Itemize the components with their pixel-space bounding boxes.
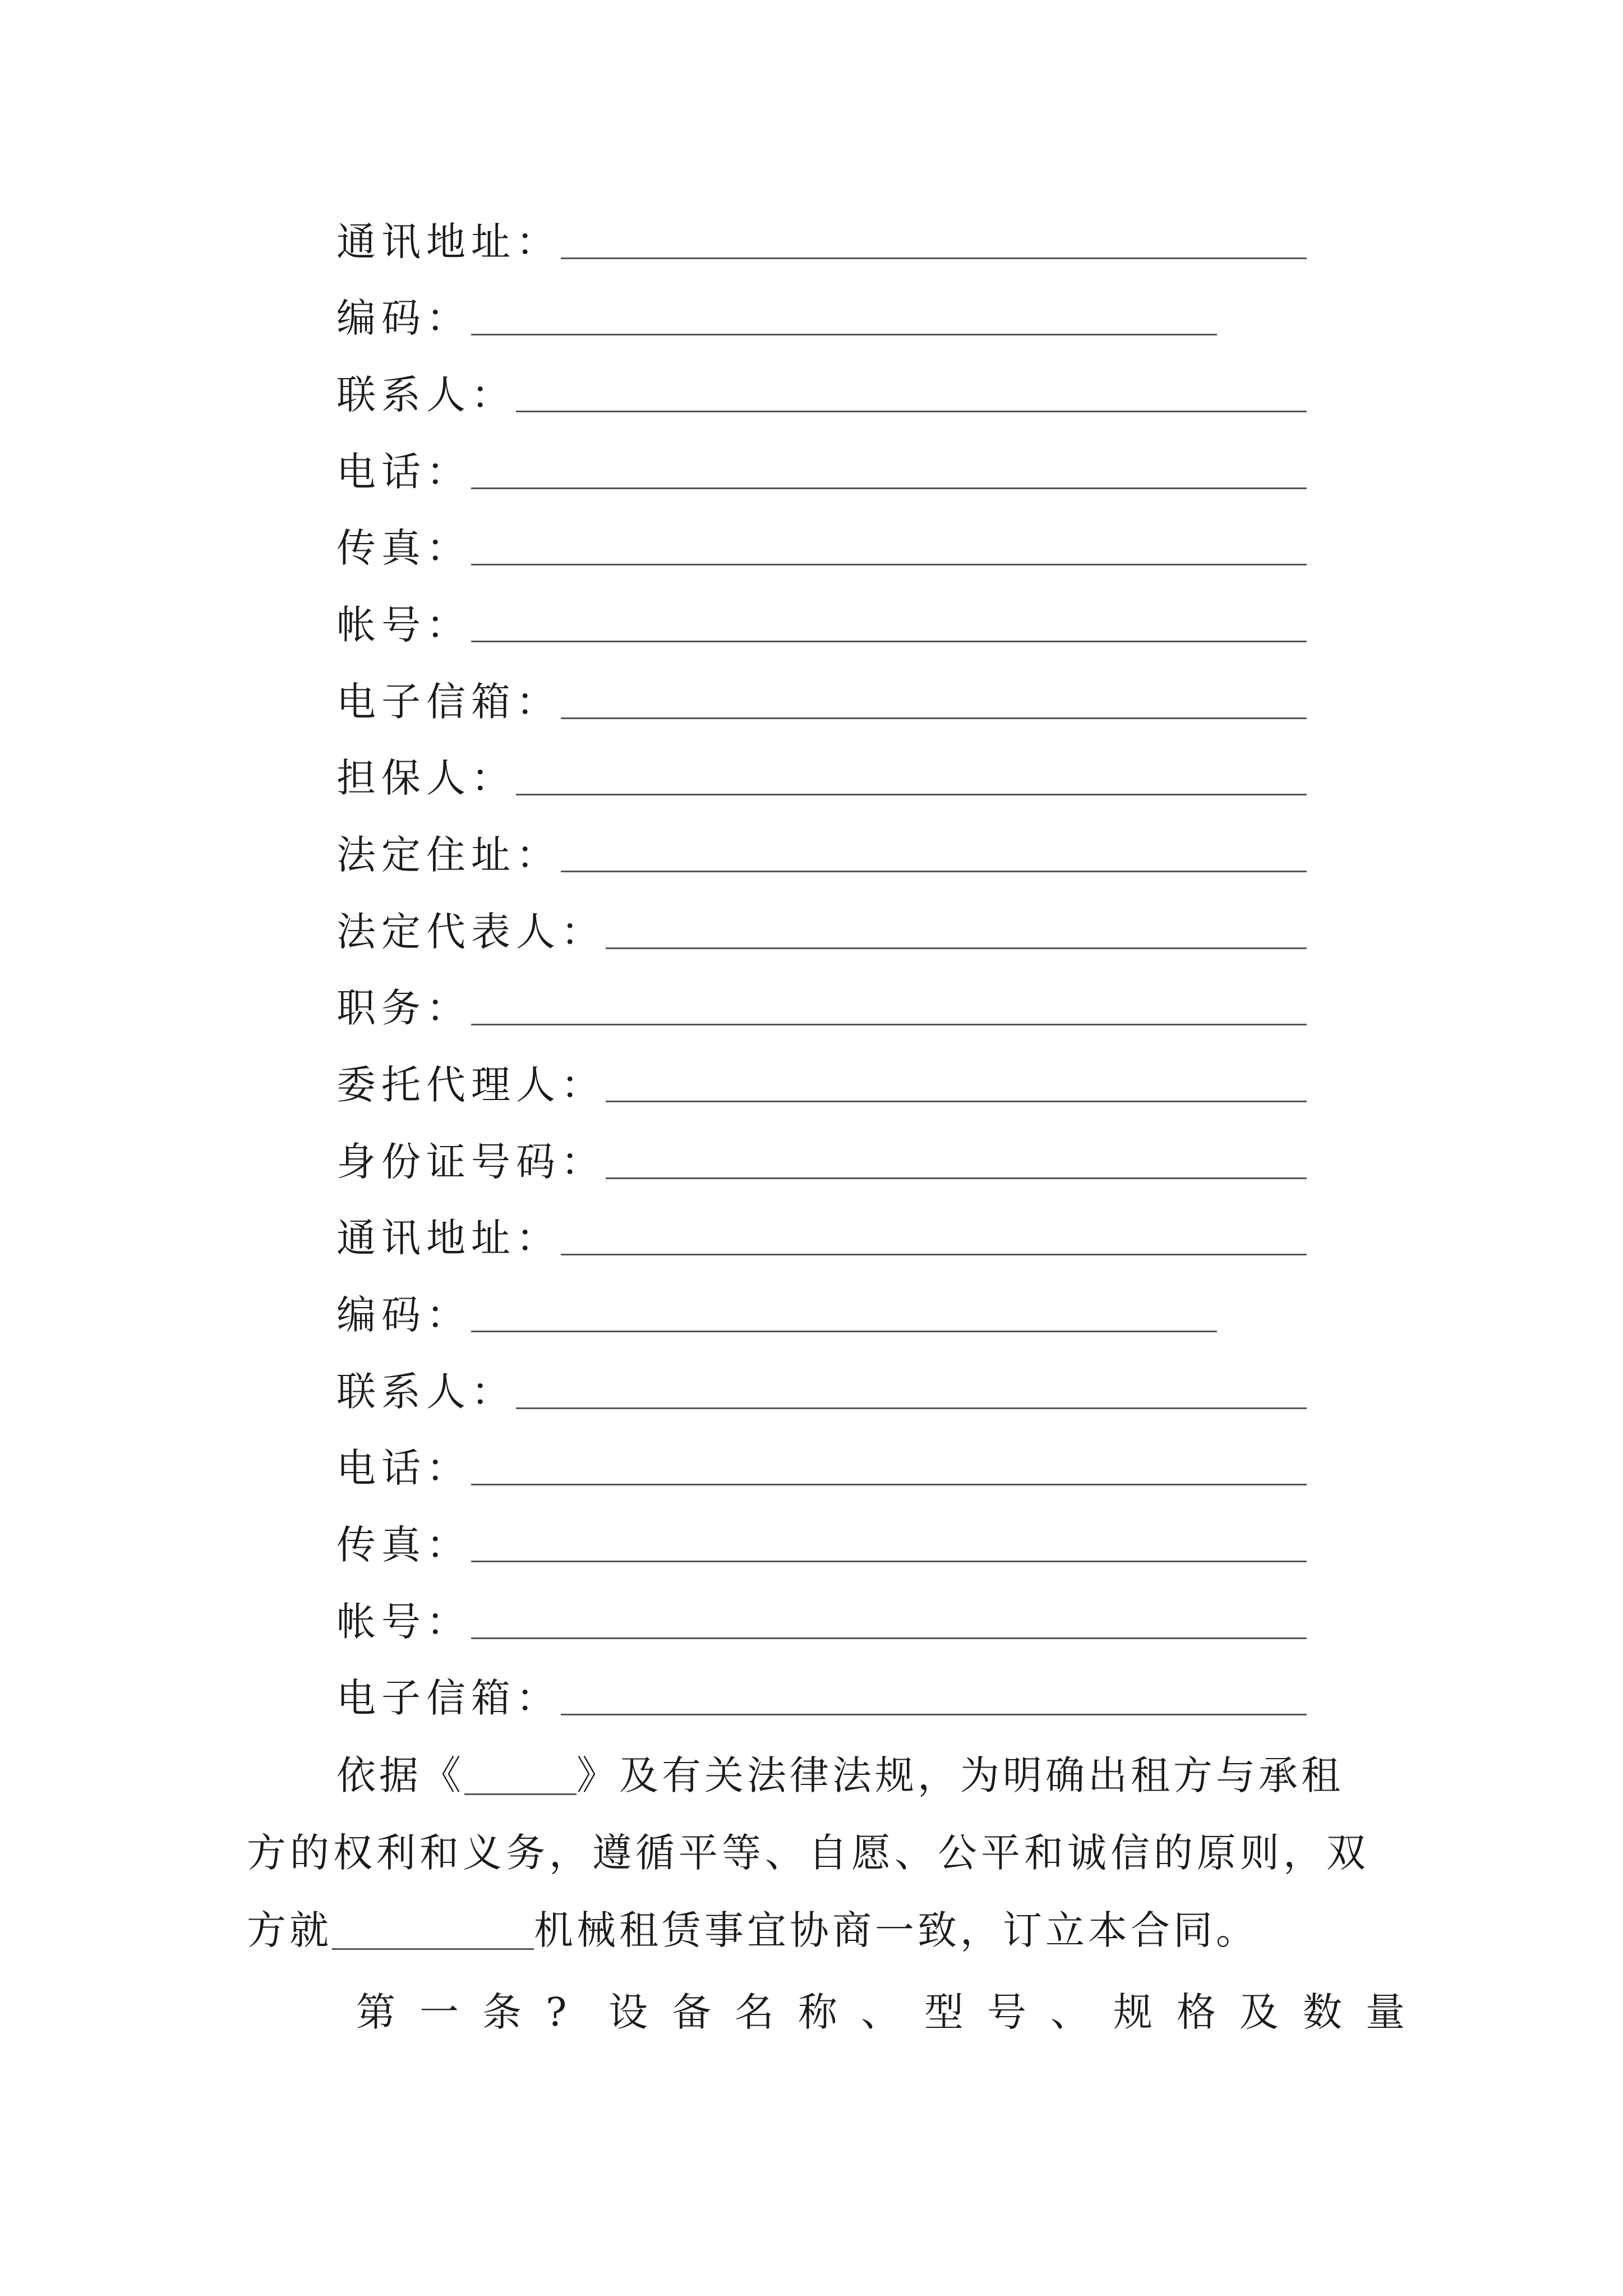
article-heading: [356, 1989, 1405, 2037]
paragraph-text: 方就: [247, 1907, 332, 1953]
fill-in-line[interactable]: [471, 564, 1307, 565]
field-fax: [336, 514, 1307, 570]
heading-char: 号: [987, 1989, 1026, 2035]
equipment-blank[interactable]: [332, 1913, 534, 1950]
fill-in-line[interactable]: [606, 947, 1307, 949]
fill-in-line[interactable]: [516, 794, 1307, 795]
fill-in-line[interactable]: [471, 1561, 1307, 1562]
fill-in-line[interactable]: [561, 871, 1307, 872]
fill-in-line[interactable]: [516, 1407, 1307, 1409]
field-label: 法定住址：: [336, 832, 561, 878]
field-position: [336, 974, 1307, 1030]
paragraph-text: 》及有关法律法规，为明确出租方与承租: [577, 1752, 1344, 1798]
field-account-2: [336, 1588, 1307, 1644]
heading-char: 一: [419, 1989, 459, 2035]
field-phone: [336, 438, 1307, 494]
field-email: [336, 668, 1307, 724]
heading-char: 及: [1239, 1989, 1279, 2035]
fill-in-line[interactable]: [561, 1714, 1307, 1715]
fill-in-line[interactable]: [561, 257, 1307, 259]
field-label: 电话：: [336, 1445, 471, 1491]
fill-in-line[interactable]: [471, 1024, 1307, 1025]
fill-in-line[interactable]: [606, 1101, 1307, 1102]
heading-char: 规: [1113, 1989, 1152, 2035]
field-authorized-agent: [336, 1051, 1307, 1107]
field-guarantor: [336, 744, 1307, 800]
heading-char: 格: [1177, 1989, 1216, 2035]
heading-char: 型: [924, 1989, 963, 2035]
field-phone-2: [336, 1434, 1307, 1490]
field-id-number: [336, 1128, 1307, 1184]
heading-char: 备: [672, 1989, 711, 2035]
fill-in-line[interactable]: [471, 1331, 1217, 1332]
field-contact-person-2: [336, 1358, 1307, 1414]
field-address-2: [336, 1204, 1307, 1260]
field-fax-2: [336, 1511, 1307, 1567]
fill-in-line[interactable]: [561, 717, 1307, 719]
paragraph-text: 机械租赁事宜协商一致，订立本合同。: [534, 1907, 1258, 1953]
heading-char: ?: [546, 1989, 567, 2035]
field-label: 编码：: [336, 295, 471, 341]
field-email-2: [336, 1664, 1307, 1720]
paragraph-text: 依据《: [336, 1752, 464, 1798]
field-label: 身份证号码：: [336, 1139, 606, 1185]
field-label: 编码：: [336, 1292, 471, 1338]
fill-in-line[interactable]: [561, 1254, 1307, 1255]
heading-char: 设: [608, 1989, 648, 2035]
field-label: 职务：: [336, 985, 471, 1031]
field-address: [336, 208, 1307, 264]
paragraph-text: 方的权利和义务，遵循平等、自愿、公平和诚信的原则，双: [247, 1830, 1370, 1876]
fill-in-line[interactable]: [471, 1637, 1307, 1639]
field-label: 担保人：: [336, 755, 516, 801]
heading-char: 数: [1303, 1989, 1342, 2035]
field-label: 电子信箱：: [336, 1675, 561, 1721]
fill-in-line[interactable]: [606, 1177, 1307, 1179]
field-account: [336, 591, 1307, 647]
law-name-blank[interactable]: [464, 1759, 577, 1795]
paragraph-line-1: [336, 1752, 1344, 1798]
field-label: 联系人：: [336, 372, 516, 418]
field-label: 联系人：: [336, 1369, 516, 1415]
heading-char: 名: [735, 1989, 774, 2035]
heading-char: 、: [861, 1989, 900, 2035]
heading-char: 条: [482, 1989, 522, 2035]
field-label: 电话：: [336, 449, 471, 495]
field-label: 电子信箱：: [336, 679, 561, 725]
field-label: 传真：: [336, 1522, 471, 1568]
field-label: 传真：: [336, 525, 471, 571]
fill-in-line[interactable]: [471, 641, 1307, 642]
field-postcode-2: [336, 1281, 1217, 1337]
field-contact-person: [336, 361, 1307, 417]
field-label: 通讯地址：: [336, 1215, 561, 1261]
field-legal-address: [336, 821, 1307, 877]
heading-char: 称: [798, 1989, 837, 2035]
paragraph-line-3: [247, 1907, 1258, 1953]
field-label: 帐号：: [336, 1599, 471, 1645]
fill-in-line[interactable]: [471, 334, 1217, 335]
field-label: 通讯地址：: [336, 219, 561, 265]
field-legal-representative: [336, 898, 1307, 954]
heading-char: 第: [356, 1989, 395, 2035]
heading-char: 量: [1366, 1989, 1405, 2035]
field-label: 法定代表人：: [336, 909, 606, 955]
fill-in-line[interactable]: [471, 487, 1307, 489]
fill-in-line[interactable]: [471, 1484, 1307, 1485]
fill-in-line[interactable]: [516, 411, 1307, 412]
paragraph-line-2: [247, 1830, 1370, 1876]
field-postcode: [336, 284, 1217, 340]
field-label: 委托代理人：: [336, 1062, 606, 1108]
heading-char: 、: [1050, 1989, 1090, 2035]
field-label: 帐号：: [336, 602, 471, 648]
